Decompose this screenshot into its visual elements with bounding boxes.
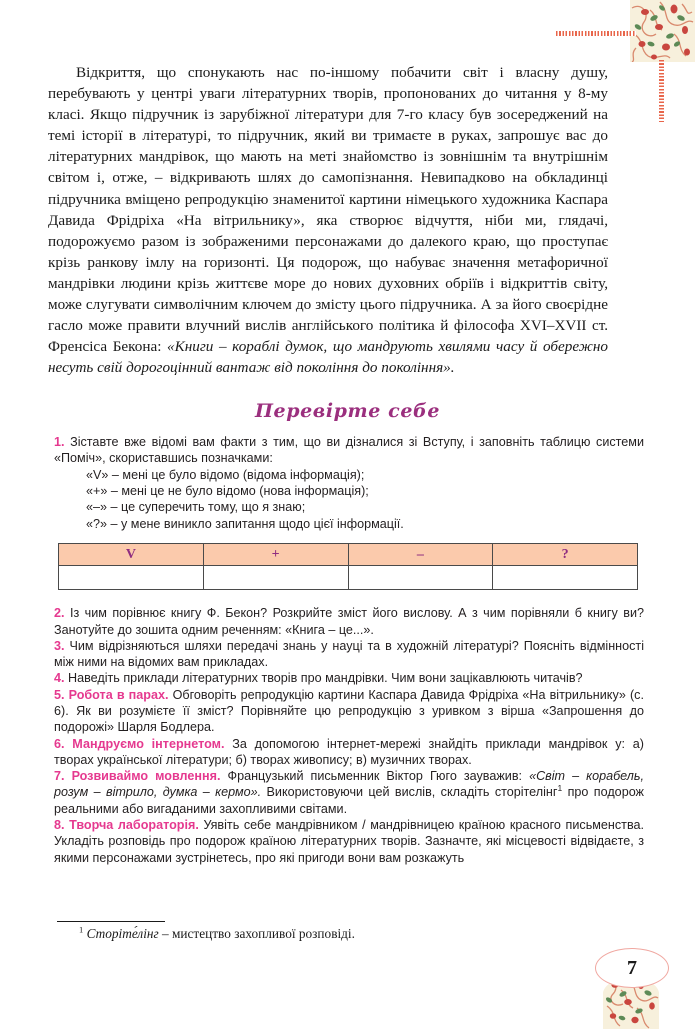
task-text-8: Уявіть себе мандрівником / мандрівницею країною красного письменства. Укладіть розповідь про подорож країною літературних творів. Зазначте, які місцевості відвідаєте, з якими персонажами зустрінетесь, про які пригоди вони вам розкажуть — [54, 818, 644, 865]
footnote — [57, 921, 617, 943]
task-number-2: 2. — [54, 606, 65, 621]
task-text-2: Із чим порівнює книгу Ф. Бекон? Розкрийте зміст його вислову. А з чим порівняли б книгу ви? Занотуйте до зошита одним реченням: «Книга – це...». — [54, 606, 644, 637]
task-text-7-before: Французький письменник Віктор Гюго зауважив: — [220, 769, 530, 784]
task-number-8: 8. — [54, 818, 65, 833]
task-item-8 — [54, 817, 644, 866]
task-tag-8: Творча лабораторія. — [64, 818, 199, 833]
task-item-1 — [54, 434, 644, 467]
list-item: «–» – це суперечить тому, що я знаю; — [86, 500, 306, 515]
task-number-5: 5. — [54, 687, 65, 702]
task-item-7 — [54, 768, 644, 817]
task-item-6 — [54, 736, 644, 769]
footnote-term: Сторіте́лінг — [86, 926, 159, 941]
task-text-4: Наведіть приклади літературних творів про мандрівки. Чим вони зацікавлюють читачів? — [64, 671, 583, 686]
task-tag-6: Мандруємо інтернетом. — [64, 736, 225, 751]
table-header-row — [59, 544, 638, 566]
table-header-cell-minus: – — [348, 544, 493, 566]
table-cell-plus[interactable] — [203, 566, 348, 590]
task-item-4 — [54, 670, 644, 686]
table-cell-v[interactable] — [59, 566, 204, 590]
footnote-body — [57, 921, 617, 943]
footnote-marker-ref: 1 — [557, 783, 563, 794]
table-header-cell-question: ? — [493, 544, 638, 566]
task-item-5 — [54, 687, 644, 736]
task-list — [54, 434, 644, 866]
task-number-1: 1. — [54, 435, 65, 449]
task-text-7-after: Використовуючи цей вислів, складіть сторітелінг — [261, 785, 558, 800]
footnote-definition: – мистецтво захопливої розповіді. — [158, 926, 355, 941]
page-number: 7 — [595, 948, 669, 988]
list-item: «+» – мені це не було відомо (нова інформація); — [86, 484, 369, 498]
task-item-3 — [54, 638, 644, 671]
marks-legend-list — [54, 467, 644, 533]
task-text-6: За допомогою інтернет-мережі знайдіть приклади мандрівок у: а) творах української літератури; б) творах живопису; в) музичних творах. — [54, 736, 644, 767]
table-cell-minus[interactable] — [348, 566, 493, 590]
dashed-rule-vertical — [659, 60, 664, 122]
task-tag-7: Розвиваймо мовлення. — [64, 769, 221, 784]
task-tag-5: Робота в парах. — [64, 687, 169, 702]
list-item: «V» – мені це було відомо (відома інформація); — [86, 467, 365, 482]
task-number-6: 6. — [54, 736, 65, 751]
section-heading-check-yourself: Перевірте себе — [254, 400, 441, 422]
task-text-5: Обговоріть репродукцію картини Каспара Давида Фрідріха «На вітрильнику» (с. 6). Як ви розумієте її зміст? Порівняйте цю репродукцію з уривком з вірша «Запрошення до подорожі» Шарля Бодлера. — [54, 687, 644, 735]
floral-ornament-top-right — [630, 0, 695, 62]
bacon-quote: «Книги – кораблі думок, що мандрують хвилями часу й обережно несуть свій дорогоцінний вантаж від покоління до покоління». — [48, 338, 608, 377]
list-item: «?» – у мене виникло запитання щодо цієї інформації. — [86, 516, 404, 531]
hugo-quote: «Світ – корабель, розум – вітрило, думка – кермо». — [54, 769, 644, 800]
dashed-rule-horizontal — [556, 31, 636, 36]
task-number-3: 3. — [54, 638, 65, 653]
pomich-table — [58, 543, 638, 590]
task-item-2 — [54, 605, 644, 638]
task-text-7-end: про подорож реальними або вигаданими захопливими світами. — [54, 785, 644, 816]
table-row — [59, 566, 638, 590]
table-cell-question[interactable] — [493, 566, 638, 590]
table-header-cell-plus: + — [203, 544, 348, 566]
task-text-1: Зіставте вже відомі вам факти з тим, що ви дізналися зі Вступу, і заповніть таблицю системи «Поміч», скориставшись позначками: — [54, 435, 644, 466]
table-header-cell-v: V — [59, 544, 204, 566]
task-text-3: Чим відрізняються шляхи передачі знань у науці та в художній літературі? Поясніть відмінності між ними на відомих вам прикладах. — [54, 638, 644, 670]
footnote-marker: 1 — [79, 924, 84, 935]
task-number-4: 4. — [54, 671, 65, 686]
intro-paragraph — [48, 62, 608, 378]
task-number-7: 7. — [54, 769, 65, 784]
intro-text: Відкриття, що спонукають нас по-іншому побачити світ і власну душу, перебувають у центрі уваги літературних творів, пропонованих до читання у 8-му класі. Якщо підручник із зарубіжної літератури для 7-го класу був зосереджений на темі історії в літературі, то підручник, який ви тримаєте в руках, запрошує вас до літературних мандрівок, що мають на меті знайомство із зовнішнім та внутрішнім світом і, отже, – відкривають шлях до самопізнання. Невипадково на обкладинці підручника вміщено репродукцію знаменитої картини німецького художника Каспара Давида Фрідріха «На вітрильнику», яка створює відчуття, ніби ми, глядачі, подорожуємо разом із зображеними персонажами до далекого краю, що проступає крізь ранкову імлу на горизонті. Ця подорож, що набуває значення метафоричної мандрівки людини крізь життєве море до нових духовних обріїв і відкриттів світу, може слугувати символічним ключем до змісту цього підручника. А за його своєрідне гасло може правити влучний вислів англійського політика й філософа XVI–XVII ст. Френсіса Бекона: — [48, 64, 608, 356]
